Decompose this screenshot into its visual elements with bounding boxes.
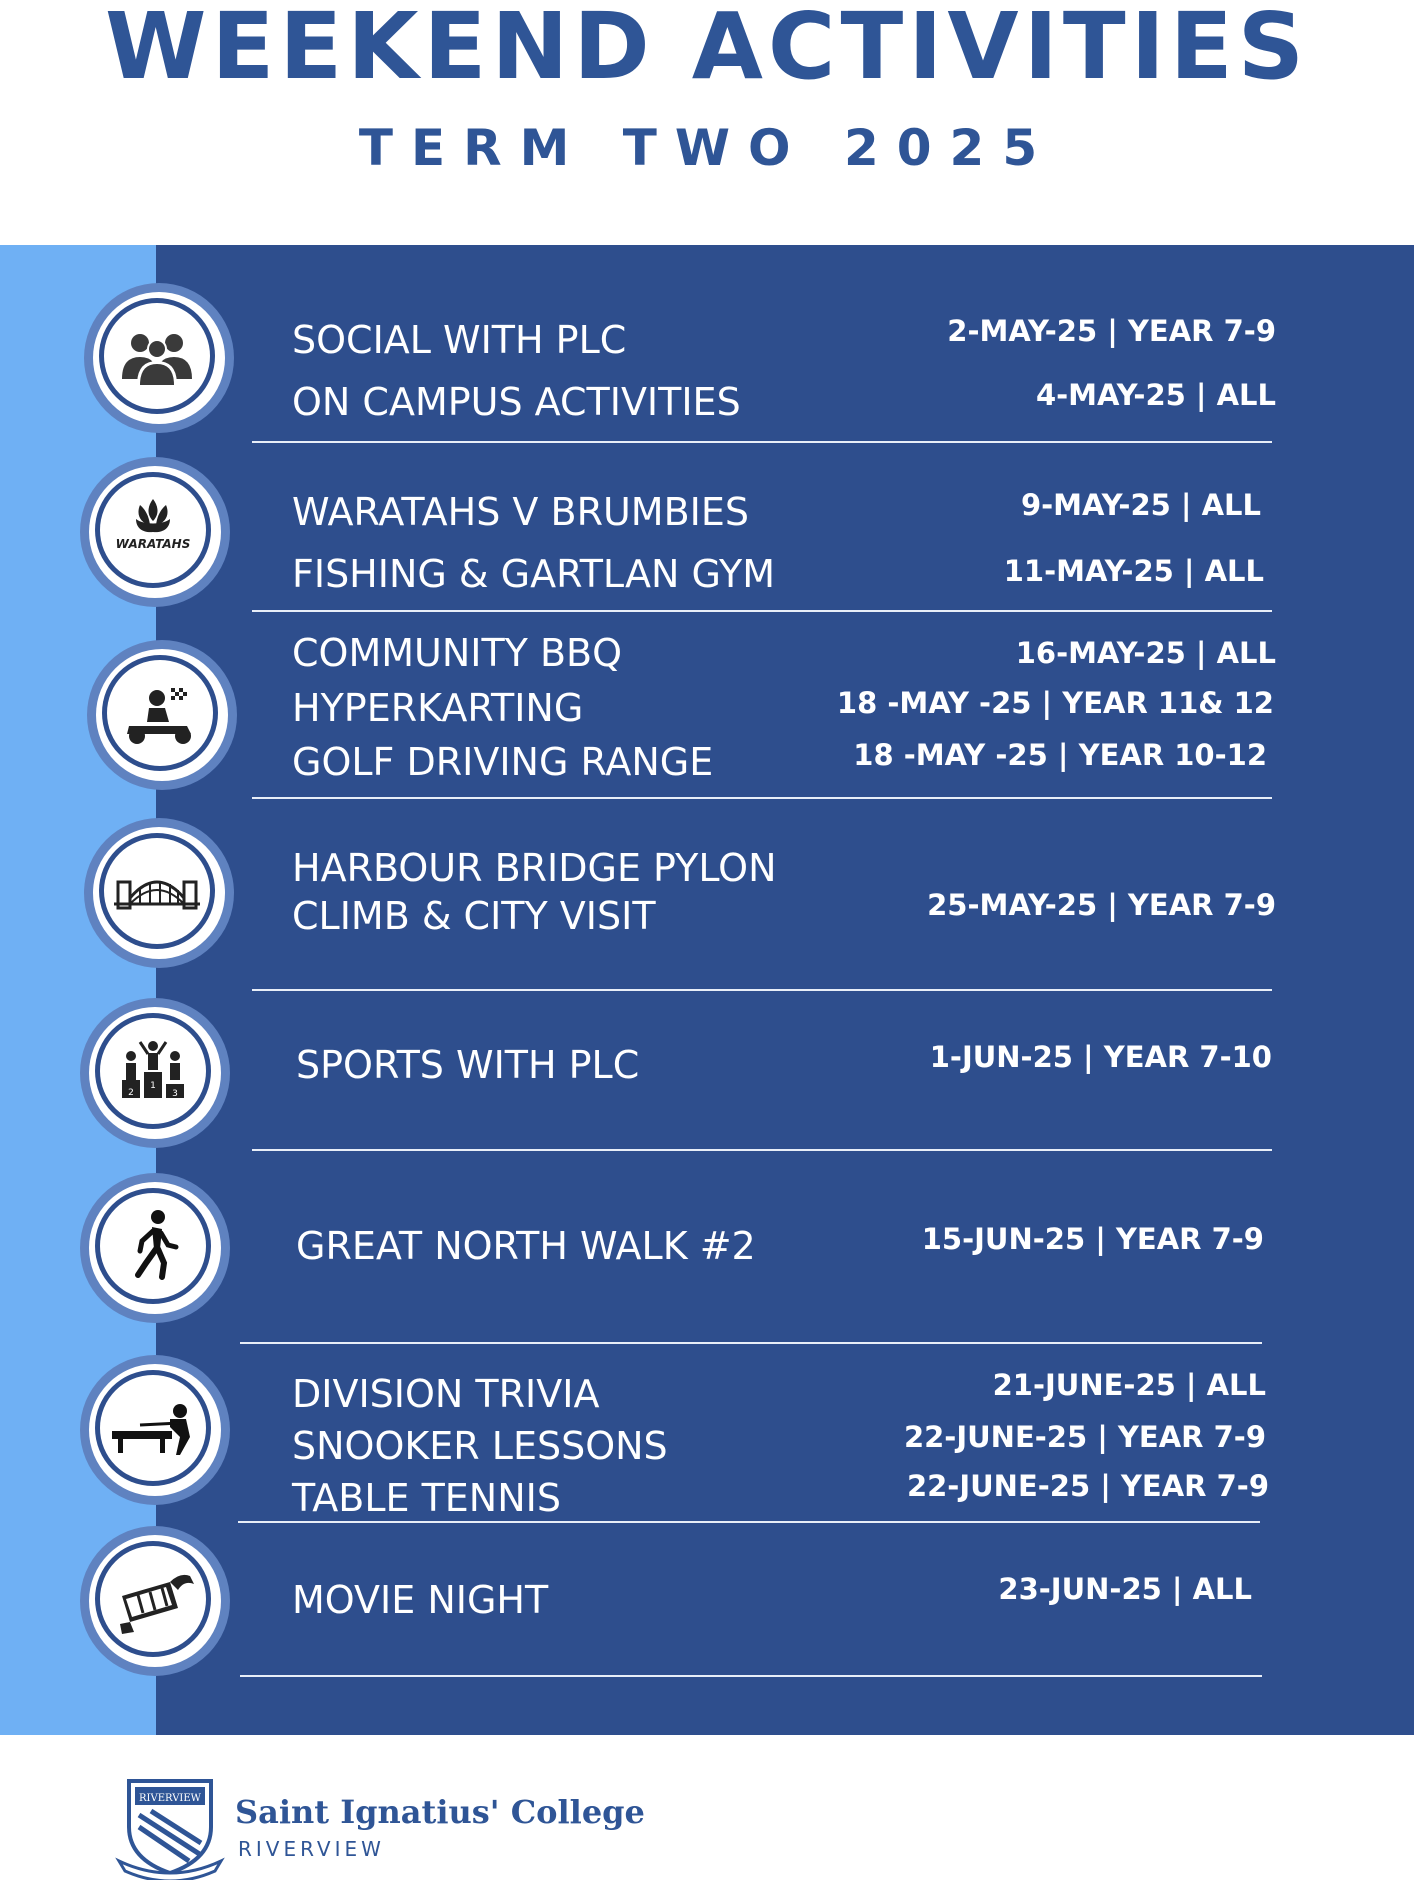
icon-ring (80, 998, 230, 1148)
svg-text:3: 3 (172, 1089, 178, 1099)
college-name: Saint Ignatius' College (235, 1793, 645, 1831)
activity-date: 2-MAY-25 | YEAR 7-9 (947, 314, 1276, 348)
college-crest-icon (115, 1775, 225, 1880)
divider (252, 989, 1272, 991)
college-subtitle: RIVERVIEW (238, 1837, 385, 1861)
harbour-bridge-icon (104, 838, 210, 944)
svg-text:1: 1 (150, 1081, 156, 1091)
activity-name: MOVIE NIGHT (292, 1578, 549, 1622)
svg-text:RIVERVIEW: RIVERVIEW (139, 1793, 201, 1804)
divider (252, 1149, 1272, 1151)
activity-name: GREAT NORTH WALK #2 (296, 1224, 756, 1268)
activity-date: 18 -MAY -25 | YEAR 11& 12 (836, 686, 1274, 720)
activity-date: 4-MAY-25 | ALL (1035, 378, 1276, 412)
activity-name: GOLF DRIVING RANGE (292, 740, 714, 784)
divider (240, 1675, 1262, 1677)
activity-name: SPORTS WITH PLC (296, 1043, 640, 1087)
film-strip-icon (100, 1546, 206, 1652)
activity-name: HYPERKARTING (292, 686, 584, 730)
footer (0, 1735, 1414, 1885)
activity-date: 22-JUNE-25 | YEAR 7-9 (906, 1469, 1269, 1503)
activity-date: 21-JUNE-25 | ALL (992, 1368, 1266, 1402)
divider (252, 610, 1272, 612)
divider (240, 1342, 1262, 1344)
activity-date: 9-MAY-25 | ALL (1020, 488, 1261, 522)
activity-date: 25-MAY-25 | YEAR 7-9 (927, 888, 1276, 922)
activity-date: 18 -MAY -25 | YEAR 10-12 (853, 738, 1267, 772)
activity-name: ON CAMPUS ACTIVITIES (292, 380, 741, 424)
icon-ring (80, 1355, 230, 1505)
icon-ring (84, 818, 234, 968)
people-group-icon (104, 303, 210, 409)
icon-ring (80, 1173, 230, 1323)
activity-date: 1-JUN-25 | YEAR 7-10 (929, 1040, 1272, 1074)
page-title: WEEKEND ACTIVITIES (105, 0, 1309, 100)
snooker-player-icon (100, 1375, 206, 1481)
header (0, 0, 1414, 245)
icon-ring (80, 1526, 230, 1676)
divider (252, 441, 1272, 443)
activity-name: SOCIAL WITH PLC (292, 318, 627, 362)
activity-name: COMMUNITY BBQ (292, 631, 623, 675)
activity-name: SNOOKER LESSONS (292, 1424, 668, 1468)
icon-ring (84, 283, 234, 433)
activity-date: 15-JUN-25 | YEAR 7-9 (921, 1222, 1264, 1256)
podium-icon (100, 1018, 206, 1124)
page-subtitle: TERM TWO 2025 (358, 119, 1056, 177)
activity-name: CLIMB & CITY VISIT (292, 894, 656, 938)
divider (238, 1521, 1260, 1523)
activity-name: DIVISION TRIVIA (292, 1372, 600, 1416)
divider (252, 797, 1272, 799)
activity-date: 16-MAY-25 | ALL (1015, 636, 1276, 670)
activities-panel (0, 245, 1414, 1735)
go-kart-icon (107, 660, 213, 766)
icon-ring (87, 640, 237, 790)
activity-name: FISHING & GARTLAN GYM (292, 552, 776, 596)
walking-person-icon (100, 1193, 206, 1299)
activity-name: HARBOUR BRIDGE PYLON (292, 846, 777, 890)
activity-date: 22-JUNE-25 | YEAR 7-9 (903, 1420, 1266, 1454)
svg-text:2: 2 (128, 1088, 134, 1098)
waratahs-logo-icon (100, 477, 206, 583)
activity-name: WARATAHS V BRUMBIES (292, 490, 749, 534)
icon-ring (80, 457, 230, 607)
svg-text:WARATAHS: WARATAHS (115, 537, 191, 551)
activity-date: 23-JUN-25 | ALL (998, 1572, 1252, 1606)
activity-date: 11-MAY-25 | ALL (1003, 554, 1264, 588)
activity-name: TABLE TENNIS (292, 1476, 561, 1520)
